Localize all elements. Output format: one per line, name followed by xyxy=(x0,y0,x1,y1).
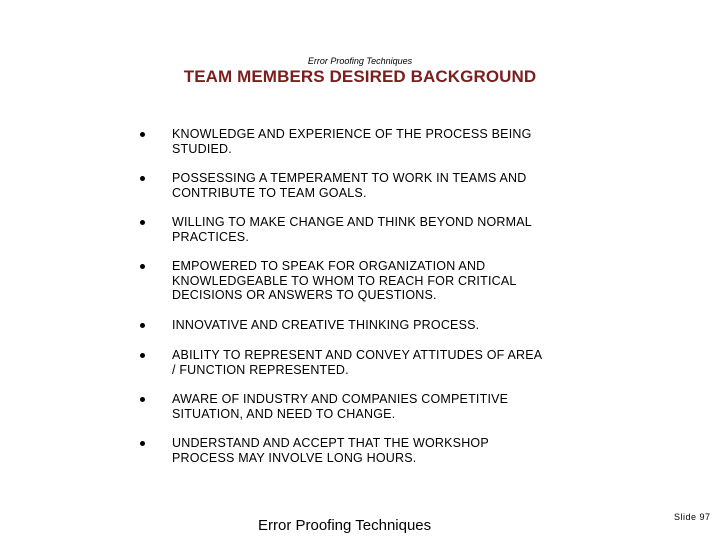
bullet-text: EMPOWERED TO SPEAK FOR ORGANIZATION AND KNOWLEDGEABLE TO WHOM TO REACH FOR CRITICAL DECISIONS OR ANSWERS TO QUESTIONS. xyxy=(172,259,517,302)
footer-text: Error Proofing Techniques xyxy=(258,517,432,534)
slide-kicker: Error Proofing Techniques xyxy=(307,56,413,66)
slide-number: Slide 97 xyxy=(674,512,711,522)
slide-title: TEAM MEMBERS DESIRED BACKGROUND xyxy=(183,67,537,86)
bullet-text: UNDERSTAND AND ACCEPT THAT THE WORKSHOP PROCESS MAY INVOLVE LONG HOURS. xyxy=(172,436,489,465)
bullet-text: KNOWLEDGE AND EXPERIENCE OF THE PROCESS BEING STUDIED. xyxy=(172,127,532,156)
bullet-dot-icon xyxy=(140,264,145,269)
bullet-dot-icon xyxy=(140,353,145,358)
bullet-dot-icon xyxy=(140,220,145,225)
bullet-dot-icon xyxy=(140,441,145,446)
bullet-text: AWARE OF INDUSTRY AND COMPANIES COMPETITIVE SITUATION, AND NEED TO CHANGE. xyxy=(172,392,509,421)
bullet-dot-icon xyxy=(140,176,145,181)
bullet-text: ABILITY TO REPRESENT AND CONVEY ATTITUDES OF AREA / FUNCTION REPRESENTED. xyxy=(172,348,543,377)
bullet-text: INNOVATIVE AND CREATIVE THINKING PROCESS. xyxy=(172,318,480,332)
bullet-dot-icon xyxy=(140,397,145,402)
bullet-dot-icon xyxy=(140,323,145,328)
bullet-dot-icon xyxy=(140,132,145,137)
bullet-text: WILLING TO MAKE CHANGE AND THINK BEYOND NORMAL PRACTICES. xyxy=(172,215,532,244)
bullet-text: POSSESSING A TEMPERAMENT TO WORK IN TEAMS AND CONTRIBUTE TO TEAM GOALS. xyxy=(172,171,527,200)
